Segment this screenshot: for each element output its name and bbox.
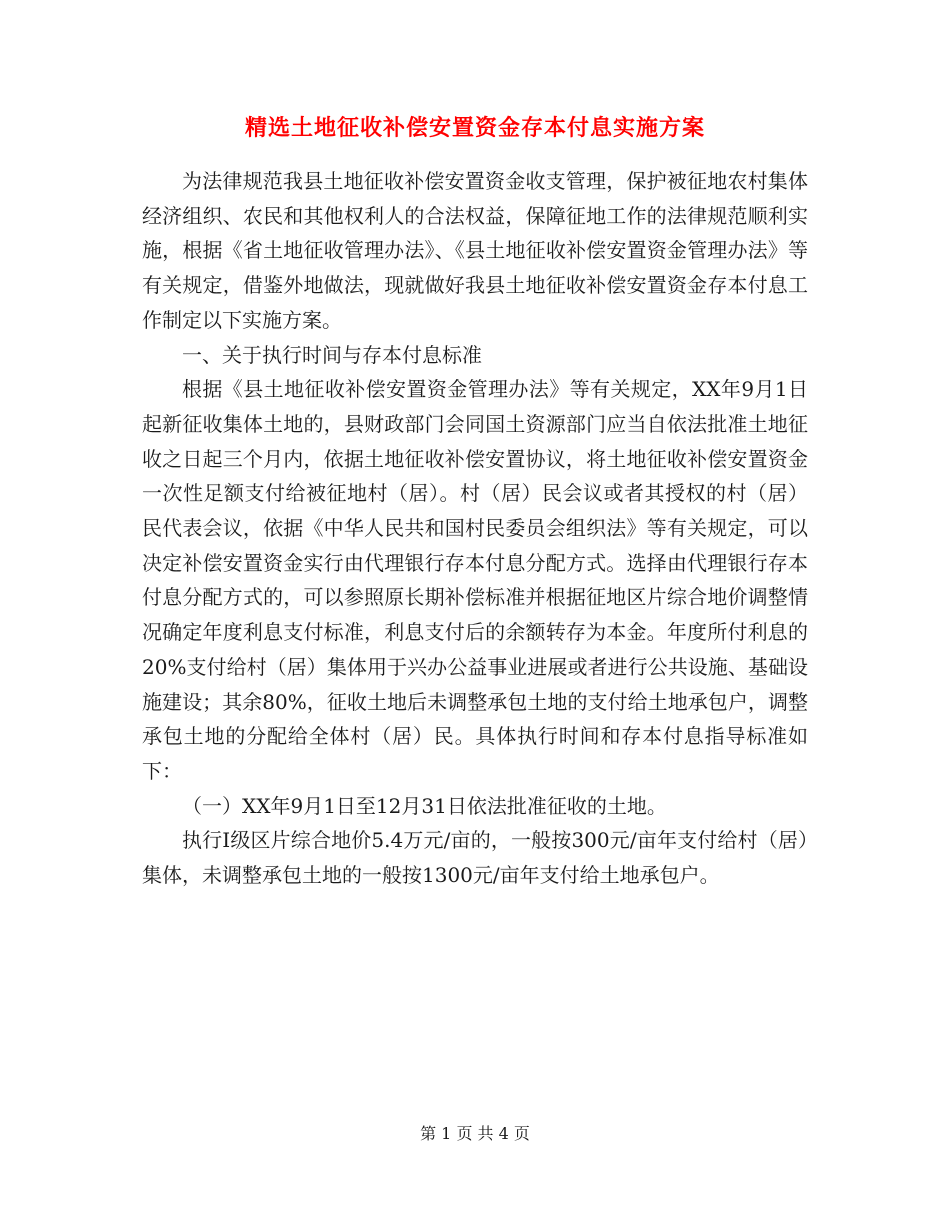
page-number-footer: 第 1 页 共 4 页: [420, 1124, 530, 1143]
document-title: 精选土地征收补偿安置资金存本付息实施方案: [244, 115, 705, 141]
paragraph-subsection-1: 执行Ⅰ级区片综合地价5.4万元/亩的，一般按300元/亩年支付给村（居）集体，未调整承包土地的一般按1300元/亩年支付给土地承包户。: [142, 828, 808, 888]
document-body: [142, 164, 808, 893]
paragraph-section-1: 根据《县土地征收补偿安置资金管理办法》等有关规定，XX年9月1日起新征收集体土地的，县财政部门会同国土资源部门应当自依法批准土地征收之日起三个月内，依据土地征收补偿安置协议，将土地征收补偿安置资金一次性足额支付给被征地村（居）。村（居）民会议或者其授权的村（居）民代表会议，依据《中华人民共和国村民委员会组织法》等有关规定，可以决定补偿安置资金实行由代理银行存本付息分配方式。选择由代理银行存本付息分配方式的，可以参照原长期补偿标准并根据征地区片综合地价调整情况确定年度利息支付标准，利息支付后的余额转存为本金。年度所付利息的20%支付给村（居）集体用于兴办公益事业进展或者进行公共设施、基础设施建设；其余80%，征收土地后未调整承包土地的支付给土地承包户，调整承包土地的分配给全体村（居）民。具体执行时间和存本付息指导标准如下：: [142, 377, 808, 783]
subsection-heading-1: （一）XX年9月1日至12月31日依法批准征收的土地。: [182, 793, 667, 818]
paragraph-intro: 为法律规范我县土地征收补偿安置资金收支管理，保护被征地农村集体经济组织、农民和其他权利人的合法权益，保障征地工作的法律规范顺利实施，根据《省土地征收管理办法》、《县土地征收补偿安置资金管理办法》等有关规定，借鉴外地做法，现就做好我县土地征收补偿安置资金存本付息工作制定以下实施方案。: [142, 169, 808, 332]
section-heading-1: 一、关于执行时间与存本付息标准: [182, 342, 482, 367]
